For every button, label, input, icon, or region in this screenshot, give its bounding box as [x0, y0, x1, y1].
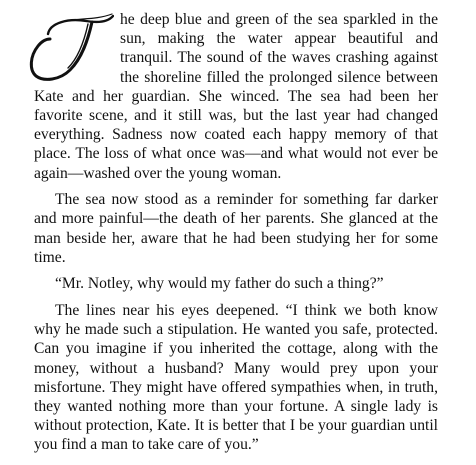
dropcap-t [26, 10, 114, 84]
dropcap-t-glyph [26, 10, 114, 84]
paragraph-1 [34, 10, 438, 183]
paragraph-1-text: he deep blue and green of the sea sparkled in the sun, making the water appear beautiful and tranquil. The sound of the waves crashing against the shoreline filled the prolonged silence between Kate and her guardian. She winced. The sea had been her favorite scene, and it still was, but the last year had changed everything. Sadness now coated each happy memory of that place. The loss of what once was—and what would not ever be again—washed over the young woman. [34, 11, 438, 182]
paragraph-4: The lines near his eyes deepened. “I think we both know why he made such a stipulation. He wanted you safe, protected. Can you imagine if you inherited the cottage, along with the money, without a husband? Many would prey upon your misfortune. They might have offered sympathies when, in truth, they wanted nothing more than your fortune. A single lady is without protection, Kate. It is better that I be your guardian until you find a man to take care of you.” [34, 302, 438, 454]
paragraph-2: The sea now stood as a reminder for something far darker and more painful—the death of her parents. She glanced at the man beside her, aware that he had been studying her for some time. [34, 191, 438, 266]
paragraph-3: “Mr. Notley, why would my father do such a thing?” [55, 275, 384, 293]
book-page [34, 10, 438, 455]
